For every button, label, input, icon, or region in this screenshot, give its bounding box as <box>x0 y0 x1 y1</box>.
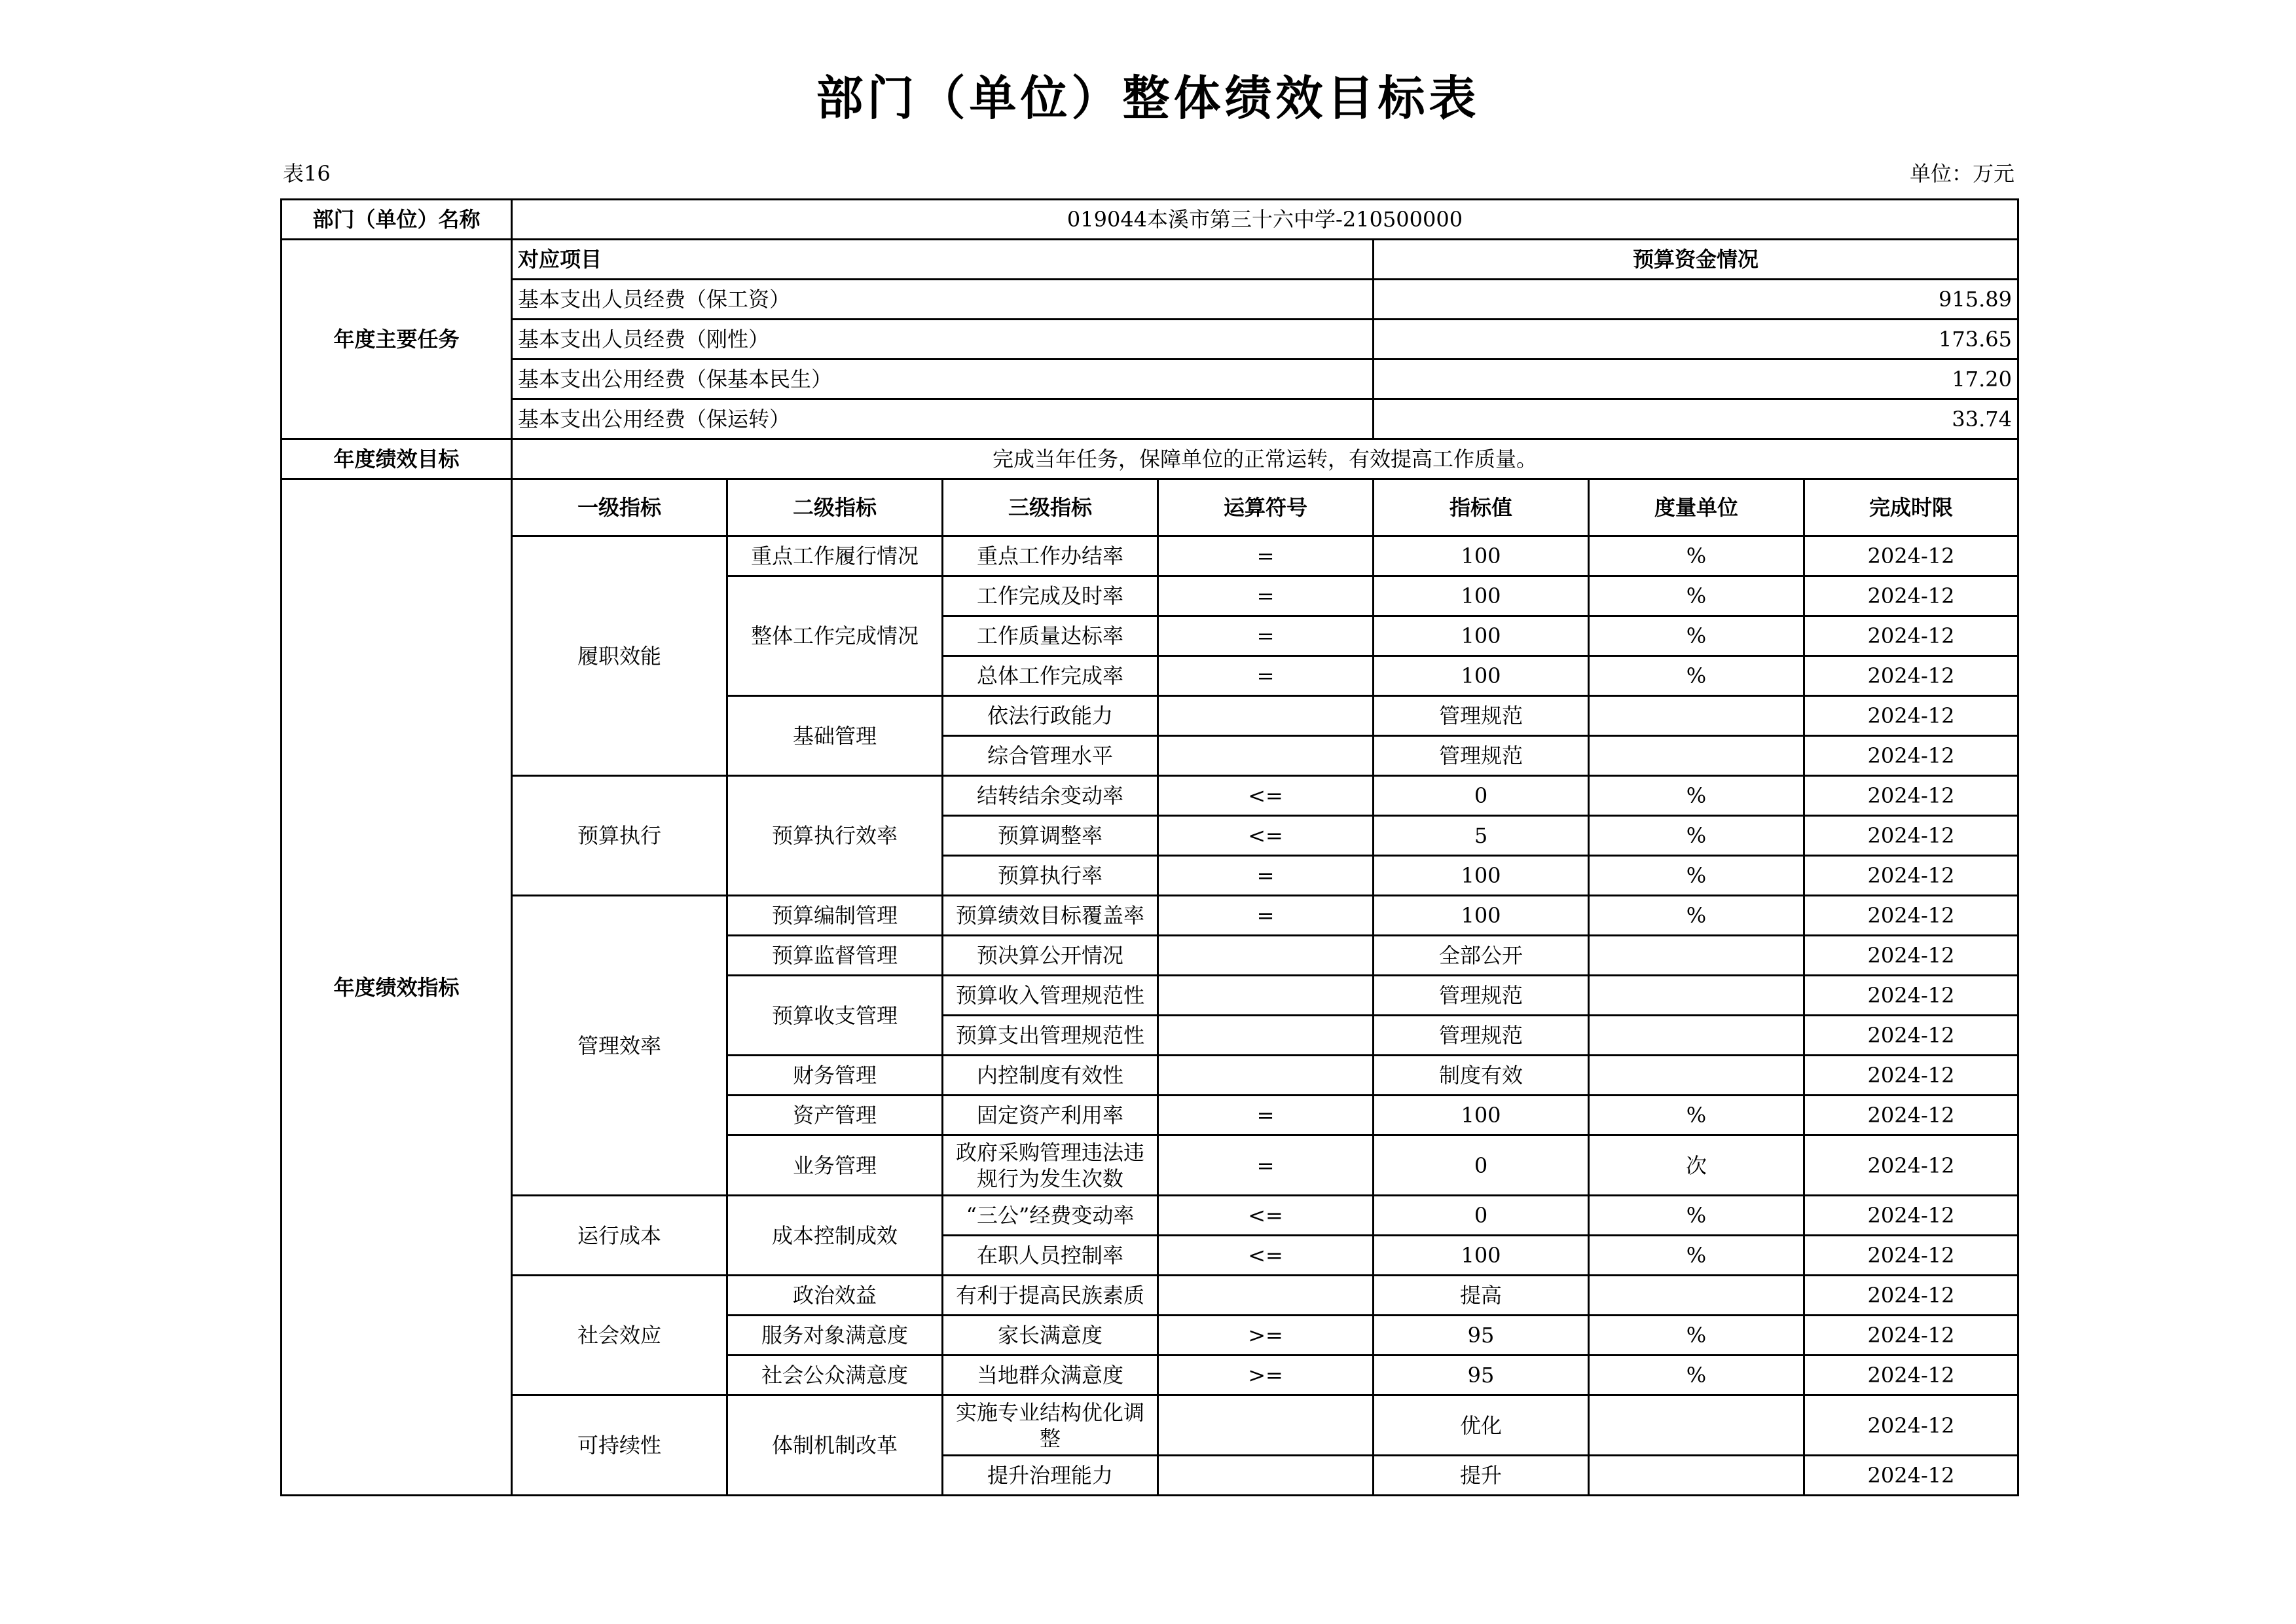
task-project: 基本支出人员经费（保工资） <box>512 280 1374 320</box>
task-amount: 915.89 <box>1374 280 2018 320</box>
measure-unit <box>1589 1276 1804 1316</box>
indicator-value: 制度有效 <box>1374 1056 1589 1096</box>
header-unit: 度量单位 <box>1589 479 1804 536</box>
level2-indicator: 财务管理 <box>727 1056 943 1096</box>
project-column-header: 对应项目 <box>512 240 1374 280</box>
indicator-value: 100 <box>1374 656 1589 696</box>
measure-unit <box>1589 1395 1804 1456</box>
deadline: 2024-12 <box>1804 616 2018 656</box>
level3-indicator: 有利于提高民族素质 <box>943 1276 1158 1316</box>
level3-indicator: 总体工作完成率 <box>943 656 1158 696</box>
level1-indicator: 可持续性 <box>512 1395 727 1496</box>
measure-unit: % <box>1589 536 1804 576</box>
level2-indicator: 服务对象满意度 <box>727 1316 943 1356</box>
operator: = <box>1158 896 1374 936</box>
operator <box>1158 976 1374 1016</box>
level3-indicator: 实施专业结构优化调整 <box>943 1395 1158 1456</box>
level2-indicator: 成本控制成效 <box>727 1196 943 1276</box>
measure-unit <box>1589 696 1804 736</box>
level1-indicator: 履职效能 <box>512 536 727 776</box>
level1-indicator: 社会效应 <box>512 1276 727 1395</box>
task-amount: 173.65 <box>1374 320 2018 360</box>
operator: = <box>1158 1135 1374 1196</box>
indicator-value: 管理规范 <box>1374 736 1589 776</box>
measure-unit: % <box>1589 576 1804 616</box>
operator: = <box>1158 856 1374 896</box>
operator <box>1158 936 1374 976</box>
level3-indicator: 结转结余变动率 <box>943 776 1158 816</box>
indicator-value: 管理规范 <box>1374 976 1589 1016</box>
deadline: 2024-12 <box>1804 1056 2018 1096</box>
indicator-value: 100 <box>1374 856 1589 896</box>
budget-column-header: 预算资金情况 <box>1374 240 2018 280</box>
level2-indicator: 预算收支管理 <box>727 976 943 1056</box>
measure-unit <box>1589 936 1804 976</box>
operator: = <box>1158 616 1374 656</box>
indicator-value: 100 <box>1374 616 1589 656</box>
task-project: 基本支出公用经费（保运转） <box>512 399 1374 439</box>
measure-unit: % <box>1589 1236 1804 1276</box>
page-title: 部门（单位）整体绩效目标表 <box>816 70 1480 126</box>
indicator-value: 95 <box>1374 1356 1589 1395</box>
measure-unit <box>1589 1056 1804 1096</box>
level2-indicator: 重点工作履行情况 <box>727 536 943 576</box>
annual-tasks-label: 年度主要任务 <box>282 240 512 439</box>
measure-unit: % <box>1589 776 1804 816</box>
level3-indicator: 提升治理能力 <box>943 1456 1158 1496</box>
indicator-value: 提高 <box>1374 1276 1589 1316</box>
header-deadline: 完成时限 <box>1804 479 2018 536</box>
operator: <= <box>1158 776 1374 816</box>
measure-unit: 次 <box>1589 1135 1804 1196</box>
level3-indicator: 政府采购管理违法违规行为发生次数 <box>943 1135 1158 1196</box>
operator: <= <box>1158 816 1374 856</box>
level3-indicator: 预决算公开情况 <box>943 936 1158 976</box>
header-level2: 二级指标 <box>727 479 943 536</box>
operator <box>1158 1016 1374 1056</box>
operator: >= <box>1158 1316 1374 1356</box>
table-number: 表16 <box>283 161 331 186</box>
deadline: 2024-12 <box>1804 1135 2018 1196</box>
indicator-value: 0 <box>1374 1196 1589 1236</box>
dept-name-value: 019044本溪市第三十六中学-210500000 <box>512 200 2018 240</box>
unit-label: 单位：万元 <box>1909 161 2014 186</box>
indicator-value: 100 <box>1374 896 1589 936</box>
level1-indicator: 预算执行 <box>512 776 727 896</box>
level2-indicator: 整体工作完成情况 <box>727 576 943 696</box>
deadline: 2024-12 <box>1804 976 2018 1016</box>
operator <box>1158 736 1374 776</box>
level2-indicator: 预算编制管理 <box>727 896 943 936</box>
level3-indicator: 在职人员控制率 <box>943 1236 1158 1276</box>
indicator-value: 管理规范 <box>1374 696 1589 736</box>
level3-indicator: 依法行政能力 <box>943 696 1158 736</box>
deadline: 2024-12 <box>1804 1096 2018 1135</box>
measure-unit: % <box>1589 896 1804 936</box>
level2-indicator: 预算监督管理 <box>727 936 943 976</box>
level3-indicator: 预算支出管理规范性 <box>943 1016 1158 1056</box>
operator: = <box>1158 576 1374 616</box>
level3-indicator: 内控制度有效性 <box>943 1056 1158 1096</box>
operator <box>1158 1456 1374 1496</box>
dept-name-label: 部门（单位）名称 <box>282 200 512 240</box>
level3-indicator: 当地群众满意度 <box>943 1356 1158 1395</box>
deadline: 2024-12 <box>1804 1276 2018 1316</box>
indicator-value: 100 <box>1374 536 1589 576</box>
measure-unit: % <box>1589 1356 1804 1395</box>
deadline: 2024-12 <box>1804 1236 2018 1276</box>
indicator-value: 100 <box>1374 1096 1589 1135</box>
measure-unit: % <box>1589 856 1804 896</box>
indicator-value: 100 <box>1374 1236 1589 1276</box>
level3-indicator: 预算执行率 <box>943 856 1158 896</box>
measure-unit: % <box>1589 1196 1804 1236</box>
deadline: 2024-12 <box>1804 896 2018 936</box>
level3-indicator: 预算收入管理规范性 <box>943 976 1158 1016</box>
measure-unit <box>1589 1456 1804 1496</box>
indicator-value: 优化 <box>1374 1395 1589 1456</box>
annual-goal-label: 年度绩效目标 <box>282 439 512 479</box>
annual-goal-text: 完成当年任务，保障单位的正常运转，有效提高工作质量。 <box>512 439 2018 479</box>
indicator-value: 0 <box>1374 776 1589 816</box>
deadline: 2024-12 <box>1804 936 2018 976</box>
operator <box>1158 1395 1374 1456</box>
indicator-value: 100 <box>1374 576 1589 616</box>
deadline: 2024-12 <box>1804 1395 2018 1456</box>
level2-indicator: 预算执行效率 <box>727 776 943 896</box>
deadline: 2024-12 <box>1804 696 2018 736</box>
indicator-value: 提升 <box>1374 1456 1589 1496</box>
header-operator: 运算符号 <box>1158 479 1374 536</box>
task-project: 基本支出公用经费（保基本民生） <box>512 360 1374 399</box>
measure-unit: % <box>1589 816 1804 856</box>
level3-indicator: 家长满意度 <box>943 1316 1158 1356</box>
level3-indicator: “三公”经费变动率 <box>943 1196 1158 1236</box>
header-level3: 三级指标 <box>943 479 1158 536</box>
measure-unit <box>1589 1016 1804 1056</box>
measure-unit: % <box>1589 656 1804 696</box>
deadline: 2024-12 <box>1804 1316 2018 1356</box>
measure-unit: % <box>1589 1096 1804 1135</box>
deadline: 2024-12 <box>1804 656 2018 696</box>
level3-indicator: 重点工作办结率 <box>943 536 1158 576</box>
operator: <= <box>1158 1196 1374 1236</box>
indicator-value: 5 <box>1374 816 1589 856</box>
indicator-value: 全部公开 <box>1374 936 1589 976</box>
indicator-value: 0 <box>1374 1135 1589 1196</box>
level1-indicator: 运行成本 <box>512 1196 727 1276</box>
level3-indicator: 工作完成及时率 <box>943 576 1158 616</box>
indicator-value: 管理规范 <box>1374 1016 1589 1056</box>
deadline: 2024-12 <box>1804 816 2018 856</box>
task-amount: 17.20 <box>1374 360 2018 399</box>
level2-indicator: 体制机制改革 <box>727 1395 943 1496</box>
level2-indicator: 基础管理 <box>727 696 943 776</box>
measure-unit: % <box>1589 1316 1804 1356</box>
operator: = <box>1158 656 1374 696</box>
deadline: 2024-12 <box>1804 1196 2018 1236</box>
measure-unit <box>1589 976 1804 1016</box>
operator: <= <box>1158 1236 1374 1276</box>
deadline: 2024-12 <box>1804 1456 2018 1496</box>
performance-target-table <box>280 198 2019 1496</box>
level3-indicator: 预算调整率 <box>943 816 1158 856</box>
level3-indicator: 综合管理水平 <box>943 736 1158 776</box>
deadline: 2024-12 <box>1804 1356 2018 1395</box>
operator: = <box>1158 536 1374 576</box>
measure-unit: % <box>1589 616 1804 656</box>
level3-indicator: 工作质量达标率 <box>943 616 1158 656</box>
indicators-label: 年度绩效指标 <box>282 479 512 1496</box>
deadline: 2024-12 <box>1804 576 2018 616</box>
header-level1: 一级指标 <box>512 479 727 536</box>
level2-indicator: 资产管理 <box>727 1096 943 1135</box>
header-value: 指标值 <box>1374 479 1589 536</box>
task-project: 基本支出人员经费（刚性） <box>512 320 1374 360</box>
deadline: 2024-12 <box>1804 1016 2018 1056</box>
operator <box>1158 1056 1374 1096</box>
indicator-value: 95 <box>1374 1316 1589 1356</box>
operator: = <box>1158 1096 1374 1135</box>
operator: >= <box>1158 1356 1374 1395</box>
task-amount: 33.74 <box>1374 399 2018 439</box>
level2-indicator: 政治效益 <box>727 1276 943 1316</box>
level3-indicator: 预算绩效目标覆盖率 <box>943 896 1158 936</box>
level1-indicator: 管理效率 <box>512 896 727 1196</box>
deadline: 2024-12 <box>1804 856 2018 896</box>
level3-indicator: 固定资产利用率 <box>943 1096 1158 1135</box>
deadline: 2024-12 <box>1804 776 2018 816</box>
measure-unit <box>1589 736 1804 776</box>
operator <box>1158 1276 1374 1316</box>
deadline: 2024-12 <box>1804 736 2018 776</box>
operator <box>1158 696 1374 736</box>
level2-indicator: 业务管理 <box>727 1135 943 1196</box>
level2-indicator: 社会公众满意度 <box>727 1356 943 1395</box>
deadline: 2024-12 <box>1804 536 2018 576</box>
